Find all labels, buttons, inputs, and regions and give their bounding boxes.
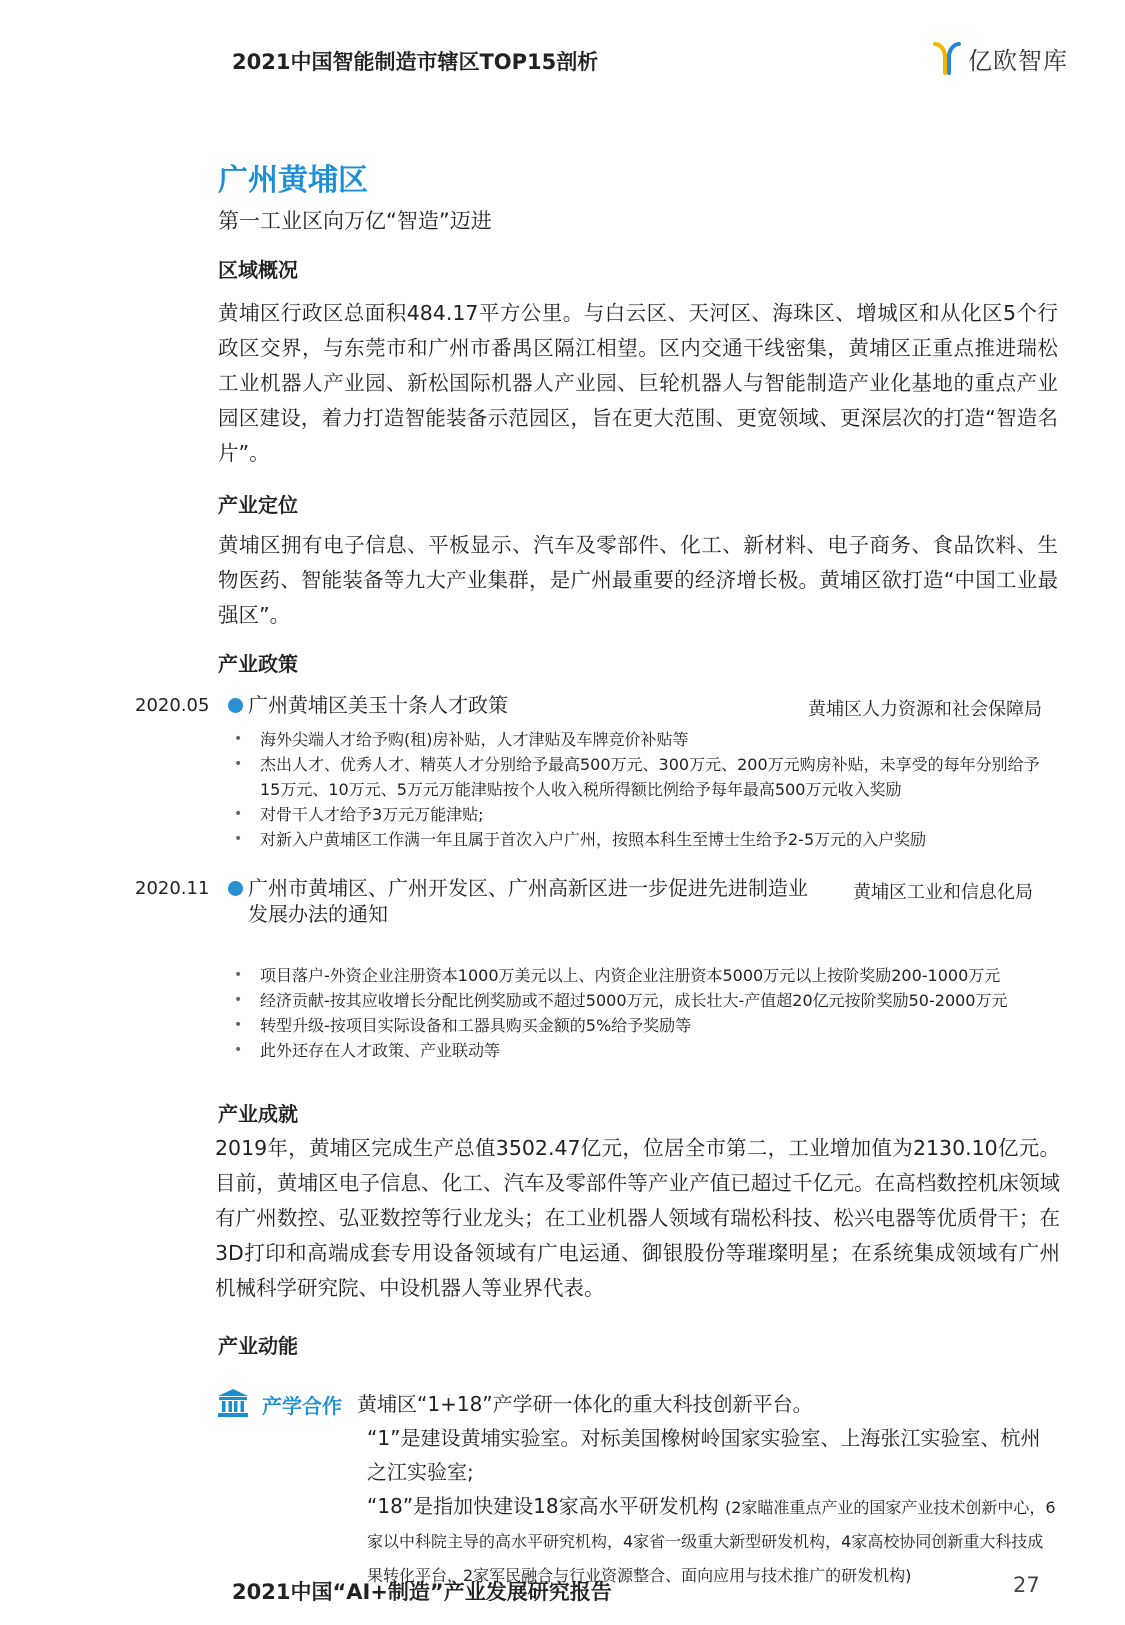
section-heading-momentum: 产业动能 [218, 1334, 298, 1358]
list-item: • 对新入户黄埔区工作满一年且属于首次入户广州，按照本科生至博士生给予2-5万元的入户奖励 [260, 827, 1040, 852]
section-heading-positioning: 产业定位 [218, 493, 298, 517]
report-footer-title: 2021中国“AI+制造”产业发展研究报告 [232, 1580, 612, 1604]
momentum-line-3-main: “18”是指加快建设18家高水平研发机构 [367, 1494, 719, 1518]
list-item: • 转型升级-按项目实际设备和工器具购买金额的5%给予奖励等 [260, 1013, 1060, 1038]
page-number: 27 [1013, 1573, 1040, 1597]
overview-paragraph: 黄埔区行政区总面积484.17平方公里。与白云区、天河区、海珠区、增城区和从化区5个行政区交界，与东莞市和广州市番禺区隔江相望。区内交通干线密集，黄埔区正重点推进瑞松工业机器人产业园、新松国际机器人产业园、巨轮机器人与智能制造产业化基地的重点产业园区建设，着力打造智能装备示范园区，旨在更大范围、更宽领域、更深层次的打造“智造名片”。 [218, 301, 1058, 465]
logo-text: 亿欧智库 [968, 46, 1068, 75]
report-header-title: 2021中国智能制造市辖区TOP15剖析 [232, 50, 599, 74]
policy-bullet-dot [228, 698, 243, 713]
page-subtitle: 第一工业区向万亿“智造”迈进 [218, 209, 492, 233]
momentum-label: 产学合作 [262, 1394, 342, 1418]
policy-bullet-dot [228, 881, 243, 896]
section-heading-overview: 区域概况 [218, 258, 298, 282]
brand-logo [932, 40, 1068, 76]
list-item: • 项目落户-外资企业注册资本1000万美元以上、内资企业注册资本5000万元以上按阶奖励200-1000万元 [260, 963, 1060, 988]
policy-title: 广州黄埔区美玉十条人才政策 [248, 693, 508, 717]
achievement-paragraph: 2019年，黄埔区完成生产总值3502.47亿元，位居全市第二，工业增加值为2130.10亿元。目前，黄埔区电子信息、化工、汽车及零部件等产业产值已超过千亿元。在高档数控机床领域有广州数控、弘亚数控等行业龙头；在工业机器人领域有瑞松科技、松兴电器等优质骨干；在3D打印和高端成套专用设备领域有广电运通、御银股份等璀璨明星；在系统集成领域有广州机械科学研究院、中设机器人等业界代表。 [215, 1136, 1060, 1300]
section-heading-achievement: 产业成就 [218, 1102, 298, 1126]
policy-date: 2020.05 [135, 695, 210, 716]
momentum-line-1: 黄埔区“1+18”产学研一体化的重大科技创新平台。 [357, 1392, 813, 1416]
policy-agency: 黄埔区人力资源和社会保障局 [808, 699, 1042, 720]
list-item: • 此外还存在人才政策、产业联动等 [260, 1038, 1060, 1063]
policy-bullet-list [260, 727, 1040, 852]
institution-icon [217, 1388, 249, 1418]
policy-date: 2020.11 [135, 878, 210, 899]
positioning-paragraph: 黄埔区拥有电子信息、平板显示、汽车及零部件、化工、新材料、电子商务、食品饮料、生物医药、智能装备等九大产业集群，是广州最重要的经济增长极。黄埔区欲打造“中国工业最强区”。 [218, 533, 1058, 627]
policy-agency: 黄埔区工业和信息化局 [853, 882, 1033, 903]
list-item: • 海外尖端人才给予购(租)房补贴，人才津贴及车牌竞价补贴等 [260, 727, 1040, 752]
policy-bullet-list [260, 963, 1060, 1063]
policy-title: 广州市黄埔区、广州开发区、广州高新区进一步促进先进制造业发展办法的通知 [248, 876, 808, 926]
list-item: • 对骨干人才给予3万元万能津贴; [260, 802, 1040, 827]
page-title: 广州黄埔区 [218, 163, 368, 198]
logo-mark-icon [932, 40, 962, 76]
list-item: • 经济贡献-按其应收增长分配比例奖励或不超过5000万元，成长壮大-产值超20亿元按阶奖励50-2000万元 [260, 988, 1060, 1013]
momentum-content [357, 1387, 1057, 1591]
momentum-line-2: “1”是建设黄埔实验室。对标美国橡树岭国家实验室、上海张江实验室、杭州之江实验室; [367, 1426, 1041, 1484]
list-item: • 杰出人才、优秀人才、精英人才分别给予最高500万元、300万元、200万元购房补贴，未享受的每年分别给予15万元、10万元、5万元万能津贴按个人收入税所得额比例给予每年最高500万元收入奖励 [260, 752, 1040, 802]
momentum-line-3-note: (2家瞄准重点产业的国家产业技术创新中心，6家以中科院主导的高水平研究机构，4家省一级重大新型研发机构，4家高校协同创新重大科技成果转化平台，2家军民融合与行业资源整合、面向应用与技术推广的研发机构) [367, 1498, 1056, 1585]
section-heading-policy: 产业政策 [218, 652, 298, 676]
